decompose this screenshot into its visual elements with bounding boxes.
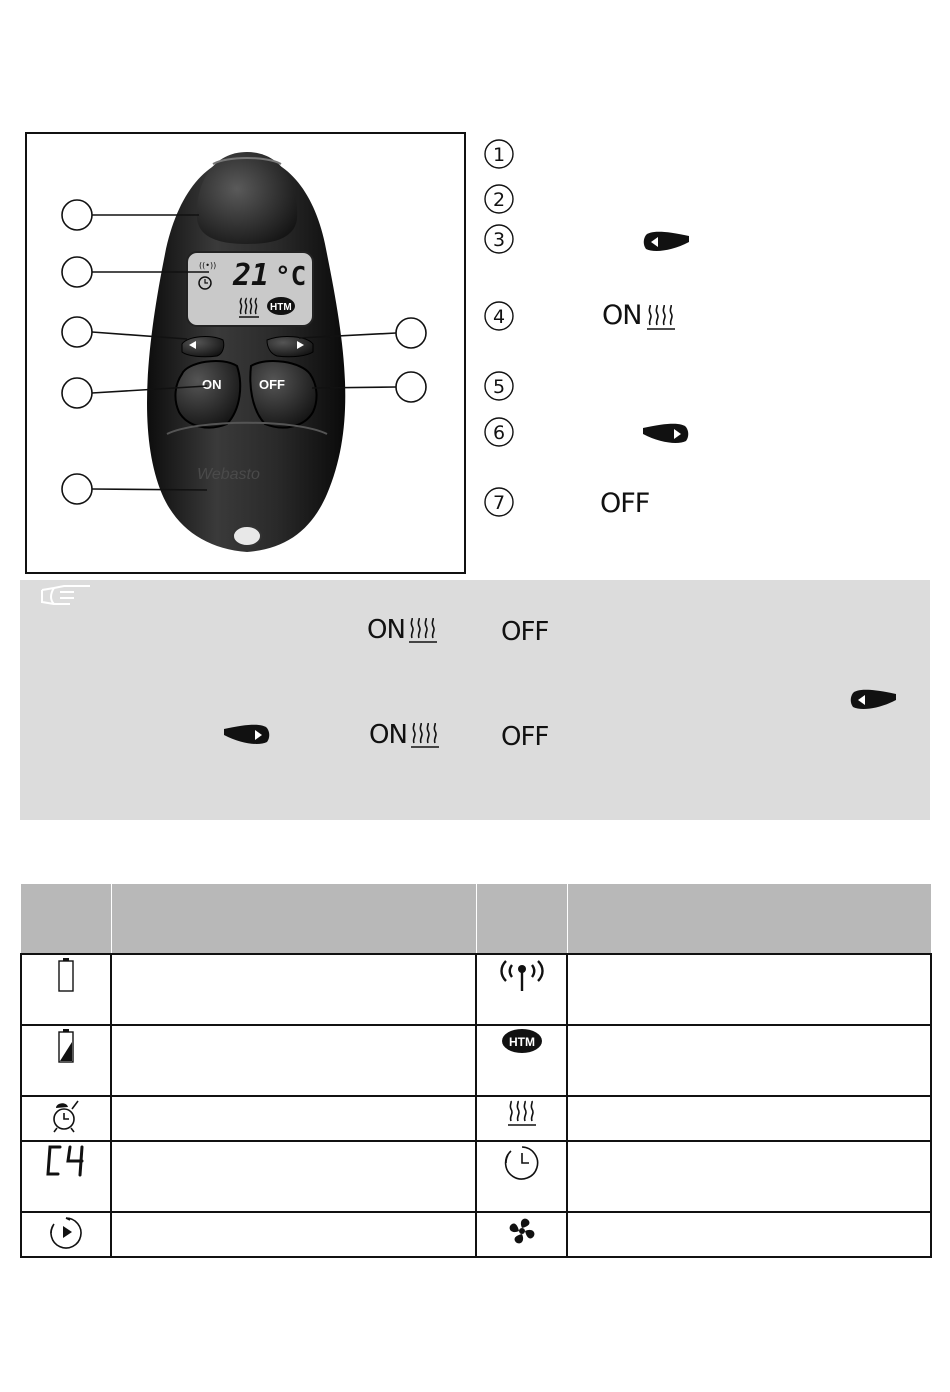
callout-circle bbox=[62, 257, 92, 287]
note-on-label-2: ON bbox=[369, 720, 407, 750]
note-off-label-2: OFF bbox=[501, 722, 549, 752]
heating-symbol-icon bbox=[647, 305, 677, 331]
clock-icon bbox=[503, 1144, 541, 1182]
symbol-table bbox=[20, 884, 932, 1258]
svg-text:HTM: HTM bbox=[508, 1035, 535, 1049]
pointing-hand-icon bbox=[40, 584, 94, 610]
legend-number-2 bbox=[484, 184, 514, 214]
svg-text:3: 3 bbox=[492, 229, 506, 251]
table-row bbox=[21, 1212, 931, 1257]
svg-text:4: 4 bbox=[492, 306, 506, 328]
svg-text:1: 1 bbox=[492, 144, 506, 166]
svg-text:6: 6 bbox=[492, 422, 506, 444]
left-arrow-button-icon bbox=[849, 687, 897, 713]
heating-symbol-icon bbox=[507, 1099, 537, 1129]
display-unit: °C bbox=[275, 262, 307, 292]
legend-number-7 bbox=[484, 487, 514, 517]
timer-play-icon bbox=[48, 1215, 84, 1251]
legend-number-6 bbox=[484, 417, 514, 447]
table-cell-text bbox=[112, 1213, 475, 1225]
display-badge: HTM bbox=[270, 302, 292, 313]
callout-circle bbox=[62, 378, 92, 408]
table-header-cell bbox=[476, 884, 567, 954]
callout-circle bbox=[62, 317, 92, 347]
heating-symbol-icon bbox=[411, 723, 441, 749]
table-cell-text bbox=[568, 1097, 930, 1109]
callout-circle bbox=[396, 318, 426, 348]
table-row bbox=[21, 1025, 931, 1096]
legend-number-4 bbox=[484, 301, 514, 331]
left-arrow-button bbox=[182, 337, 224, 357]
legend-number-5 bbox=[484, 371, 514, 401]
right-arrow-button bbox=[267, 337, 313, 357]
off-button-label: OFF bbox=[259, 377, 285, 392]
off-button bbox=[250, 361, 316, 428]
svg-text:7: 7 bbox=[492, 492, 506, 514]
callout-circle bbox=[62, 200, 92, 230]
table-header-cell bbox=[567, 884, 931, 954]
callout-circle bbox=[62, 474, 92, 504]
battery-low-icon bbox=[56, 1028, 76, 1064]
svg-text:((•)): ((•)) bbox=[199, 261, 217, 270]
right-arrow-button-icon bbox=[223, 722, 271, 748]
segment-code-icon bbox=[44, 1144, 88, 1178]
table-cell-text bbox=[112, 1142, 475, 1154]
table-cell-text bbox=[568, 955, 930, 967]
table-cell-text bbox=[568, 1142, 930, 1154]
note-box bbox=[20, 580, 930, 820]
note-off-label-1: OFF bbox=[501, 617, 549, 647]
table-row bbox=[21, 1141, 931, 1212]
heating-symbol-icon bbox=[409, 618, 439, 644]
note-on-label-1: ON bbox=[367, 615, 405, 645]
table-cell-text bbox=[568, 1026, 930, 1038]
table-cell-text bbox=[112, 1097, 475, 1109]
remote-control-figure bbox=[25, 132, 466, 574]
svg-text:5: 5 bbox=[492, 376, 506, 398]
table-row bbox=[21, 1096, 931, 1141]
svg-text:2: 2 bbox=[492, 189, 506, 211]
legend-on-label: ON bbox=[602, 300, 642, 331]
table-cell-text bbox=[112, 955, 475, 967]
legend-number-1 bbox=[484, 139, 514, 169]
brand-logo: Webasto bbox=[197, 466, 260, 483]
table-header-cell bbox=[111, 884, 476, 954]
display-temperature: 21 bbox=[233, 258, 270, 293]
radio-signal-icon bbox=[498, 957, 546, 993]
on-button bbox=[175, 361, 240, 428]
alarm-clock-icon bbox=[48, 1099, 84, 1135]
table-row bbox=[21, 954, 931, 1025]
legend-number-3 bbox=[484, 224, 514, 254]
legend-off-label: OFF bbox=[600, 488, 650, 519]
table-cell-text bbox=[112, 1026, 475, 1038]
right-arrow-button-icon bbox=[642, 421, 690, 447]
battery-full-icon bbox=[56, 957, 76, 993]
left-arrow-button-icon bbox=[642, 229, 690, 255]
fan-icon bbox=[506, 1215, 538, 1247]
htm-badge-icon bbox=[500, 1028, 544, 1056]
table-header-row bbox=[21, 884, 931, 954]
table-header-cell bbox=[21, 884, 111, 954]
table-cell-text bbox=[568, 1213, 930, 1225]
remote-control-illustration bbox=[27, 134, 466, 574]
remote-top-cap bbox=[197, 152, 297, 244]
callout-circle bbox=[396, 372, 426, 402]
on-button-label: ON bbox=[202, 377, 222, 392]
